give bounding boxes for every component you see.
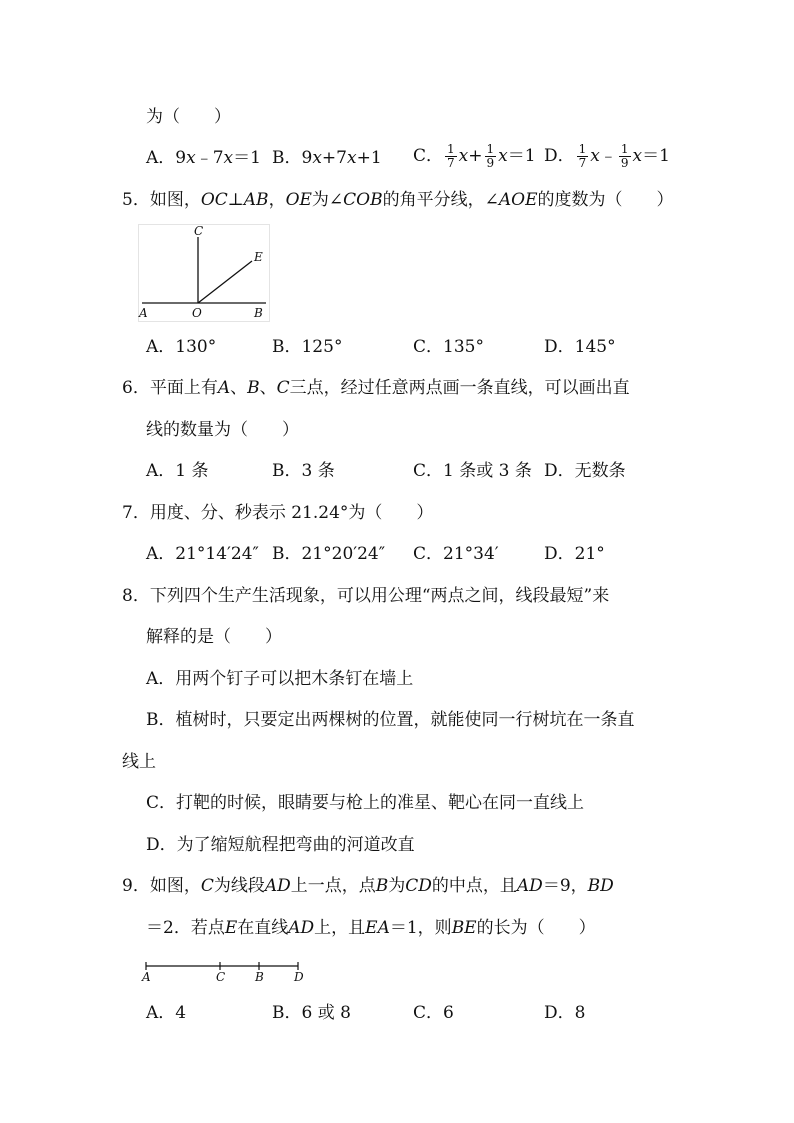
q5-option-c: C．135° <box>413 337 484 357</box>
q9-segment-figure <box>140 956 312 984</box>
q6-option-b: B．3 条 <box>272 461 335 481</box>
label-a: A <box>139 306 148 320</box>
q5-option-a: A．130° <box>146 337 217 357</box>
q8-option-c: C．打靶的时候，眼睛要与枪上的准星、靶心在同一直线上 <box>146 793 585 813</box>
q8-option-b-line2: 线上 <box>122 752 156 772</box>
q6-option-a: A．1 条 <box>146 461 209 481</box>
q9-option-a: A．4 <box>146 1003 187 1023</box>
q9-option-c: C．6 <box>413 1003 454 1023</box>
q9-stem-line2: ＝2．若点E在直线AD上，且EA＝1，则BE的长为（ ） <box>146 918 596 938</box>
fraction-one-ninth: $\frac{1}{9}$ <box>486 142 495 170</box>
q5-angle-figure <box>138 224 270 322</box>
q7-option-b: B．21°20′24″ <box>272 544 386 564</box>
q6-option-d: D．无数条 <box>544 461 626 481</box>
q7-option-a: A．21°14′24″ <box>146 544 259 564</box>
q8-stem-line2: 解释的是（ ） <box>146 627 282 647</box>
q9-stem-line1: 9．如图，C为线段AD上一点，点B为CD的中点，且AD＝9，BD <box>122 876 614 896</box>
q4-option-a: A．9x﹣7x＝1 <box>146 148 261 168</box>
q6-stem-line1: 6．平面上有A、B、C三点，经过任意两点画一条直线，可以画出直 <box>122 378 630 398</box>
q8-option-a: A．用两个钉子可以把木条钉在墙上 <box>146 669 414 689</box>
q8-stem-line1: 8．下列四个生产生活现象，可以用公理“两点之间，线段最短”来 <box>122 586 610 606</box>
q5-stem: 5．如图，OC⊥AB，OE为∠COB的角平分线，∠AOE的度数为（ ） <box>122 190 674 210</box>
ray-oe <box>198 261 252 303</box>
label-e: E <box>254 250 263 264</box>
q7-stem: 7．用度、分、秒表示 21.24°为（ ） <box>122 503 434 523</box>
q4-option-b: B．9x+7x+1 <box>272 148 382 168</box>
q6-stem-line2: 线的数量为（ ） <box>146 420 299 440</box>
figure-frame <box>139 225 270 322</box>
q8-option-d: D．为了缩短航程把弯曲的河道改直 <box>146 835 415 855</box>
q6-option-c: C．1 条或 3 条 <box>413 461 532 481</box>
q9-option-b: B．6 或 8 <box>272 1003 351 1023</box>
q4-stem-continuation: 为（ ） <box>146 107 231 127</box>
q7-option-c: C．21°34′ <box>413 544 499 564</box>
q9-option-d: D．8 <box>544 1003 586 1023</box>
q4-option-d: D． $\frac{1}{7}$ x﹣ $\frac{1}{9}$ x＝1 <box>544 142 670 170</box>
label-d: D <box>294 970 304 984</box>
label-c: C <box>216 970 226 984</box>
q5-option-d: D．145° <box>544 337 616 357</box>
q8-option-b-line1: B．植树时，只要定出两棵树的位置，就能使同一行树坑在一条直 <box>146 710 635 730</box>
label-b: B <box>255 970 264 984</box>
fraction-one-seventh: $\frac{1}{7}$ <box>578 142 587 170</box>
label-a: A <box>142 970 151 984</box>
fraction-one-ninth: $\frac{1}{9}$ <box>620 142 629 170</box>
label-c: C <box>194 224 204 238</box>
label-o: O <box>192 306 202 320</box>
q7-option-d: D．21° <box>544 544 605 564</box>
q4-option-c: C． $\frac{1}{7}$ x+ $\frac{1}{9}$ x＝1 <box>413 142 536 170</box>
fraction-one-seventh: $\frac{1}{7}$ <box>447 142 455 170</box>
q5-option-b: B．125° <box>272 337 343 357</box>
label-b: B <box>254 306 263 320</box>
